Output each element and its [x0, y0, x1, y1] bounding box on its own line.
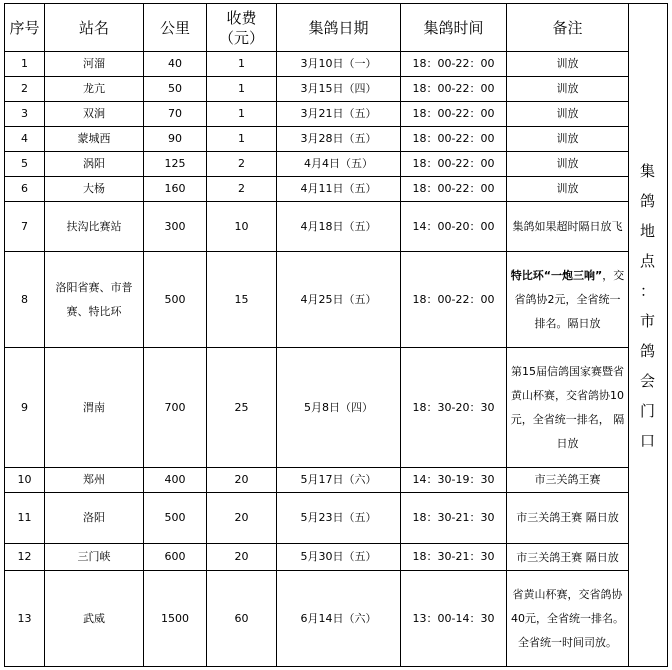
header-date: 集鸽日期: [277, 4, 401, 52]
cell-note: [507, 252, 629, 348]
cell-station: 大杨: [45, 177, 144, 202]
collection-location-cell: [628, 3, 668, 667]
cell-fee: 20: [207, 468, 277, 493]
cell-fee: 1: [207, 127, 277, 152]
cell-km: 90: [144, 127, 207, 152]
cell-time: 18：30-20：30: [401, 348, 507, 468]
cell-km: 125: [144, 152, 207, 177]
cell-fee: 25: [207, 348, 277, 468]
cell-station: 蒙城西: [45, 127, 144, 152]
cell-fee: 1: [207, 52, 277, 77]
cell-date: 3月21日（五）: [277, 102, 401, 127]
cell-fee: 1: [207, 102, 277, 127]
cell-station: 扶沟比赛站: [45, 202, 144, 252]
cell-time: 18：00-22：00: [401, 252, 507, 348]
table-row: [5, 544, 629, 571]
cell-note: 训放: [507, 77, 629, 102]
cell-no: 10: [5, 468, 45, 493]
cell-note: 市三关鸽王赛 隔日放: [507, 493, 629, 544]
cell-station: 洛阳省赛、市普赛、特比环: [45, 252, 144, 348]
cell-time: 18：30-21：30: [401, 493, 507, 544]
header-note: 备注: [507, 4, 629, 52]
cell-note: 市三关鸽王赛 隔日放: [507, 544, 629, 571]
cell-station: 武威: [45, 571, 144, 667]
cell-time: 18：00-22：00: [401, 152, 507, 177]
cell-no: 2: [5, 77, 45, 102]
cell-date: 5月17日（六）: [277, 468, 401, 493]
cell-fee: 10: [207, 202, 277, 252]
cell-no: 12: [5, 544, 45, 571]
location-char: 集: [639, 162, 655, 180]
cell-fee: 20: [207, 544, 277, 571]
cell-note: 训放: [507, 52, 629, 77]
cell-time: 13：00-14：30: [401, 571, 507, 667]
cell-fee: 15: [207, 252, 277, 348]
cell-no: 9: [5, 348, 45, 468]
table-row: [5, 102, 629, 127]
table-row: [5, 571, 629, 667]
cell-station: 洛阳: [45, 493, 144, 544]
cell-date: 4月25日（五）: [277, 252, 401, 348]
cell-note: 市三关鸽王赛: [507, 468, 629, 493]
cell-fee: 60: [207, 571, 277, 667]
cell-no: 5: [5, 152, 45, 177]
cell-date: 5月23日（五）: [277, 493, 401, 544]
cell-time: 18：00-22：00: [401, 77, 507, 102]
cell-station: 河溜: [45, 52, 144, 77]
cell-fee: 1: [207, 77, 277, 102]
note-text: ，交省鸽协2元，全省统一排名。隔日放: [514, 268, 625, 330]
header-fee: 收费（元）: [207, 4, 277, 52]
location-char: ：: [639, 282, 655, 300]
cell-km: 700: [144, 348, 207, 468]
location-char: 鸽: [639, 192, 655, 210]
location-char: 会: [639, 372, 655, 390]
table-row: [5, 152, 629, 177]
cell-note: 训放: [507, 102, 629, 127]
table-row: [5, 177, 629, 202]
cell-time: 18：00-22：00: [401, 177, 507, 202]
cell-note: 训放: [507, 127, 629, 152]
cell-no: 6: [5, 177, 45, 202]
cell-date: 4月18日（五）: [277, 202, 401, 252]
table-row: [5, 493, 629, 544]
cell-fee: 2: [207, 177, 277, 202]
cell-km: 500: [144, 493, 207, 544]
cell-note: 第15届信鸽国家赛暨省黄山杯赛，交省鸽协10元，全省统一排名， 隔日放: [507, 348, 629, 468]
location-char: 鸽: [639, 342, 655, 360]
cell-note: 省黄山杯赛，交省鸽协40元，全省统一排名。全省统一时间司放。: [507, 571, 629, 667]
cell-km: 400: [144, 468, 207, 493]
cell-date: 5月8日（四）: [277, 348, 401, 468]
cell-time: 18：00-22：00: [401, 127, 507, 152]
table-row: [5, 127, 629, 152]
cell-station: 涡阳: [45, 152, 144, 177]
cell-fee: 2: [207, 152, 277, 177]
cell-note: 训放: [507, 177, 629, 202]
cell-time: 14：00-20：00: [401, 202, 507, 252]
table-row: [5, 348, 629, 468]
cell-date: 3月10日（一）: [277, 52, 401, 77]
cell-time: 18：30-21：30: [401, 544, 507, 571]
cell-station: 双涧: [45, 102, 144, 127]
cell-no: 4: [5, 127, 45, 152]
location-char: 点: [639, 252, 655, 270]
cell-date: 3月28日（五）: [277, 127, 401, 152]
cell-date: 4月4日（五）: [277, 152, 401, 177]
cell-note: 训放: [507, 152, 629, 177]
cell-no: 1: [5, 52, 45, 77]
cell-no: 7: [5, 202, 45, 252]
cell-km: 40: [144, 52, 207, 77]
cell-note: 集鸽如果超时隔日放飞: [507, 202, 629, 252]
cell-km: 160: [144, 177, 207, 202]
cell-km: 70: [144, 102, 207, 127]
header-km: 公里: [144, 4, 207, 52]
table-row: [5, 468, 629, 493]
cell-station: 渭南: [45, 348, 144, 468]
cell-date: 6月14日（六）: [277, 571, 401, 667]
cell-date: 3月15日（四）: [277, 77, 401, 102]
collection-location-text: [628, 156, 667, 456]
table-row: [5, 252, 629, 348]
cell-km: 1500: [144, 571, 207, 667]
cell-km: 300: [144, 202, 207, 252]
location-char: 口: [639, 432, 655, 450]
cell-km: 500: [144, 252, 207, 348]
cell-station: 龙亢: [45, 77, 144, 102]
cell-no: 13: [5, 571, 45, 667]
cell-station: 三门峡: [45, 544, 144, 571]
cell-km: 50: [144, 77, 207, 102]
table-row: [5, 202, 629, 252]
cell-time: 14：30-19：30: [401, 468, 507, 493]
cell-no: 11: [5, 493, 45, 544]
cell-date: 5月30日（五）: [277, 544, 401, 571]
cell-time: 18：00-22：00: [401, 102, 507, 127]
location-char: 地: [639, 222, 655, 240]
location-char: 市: [639, 312, 655, 330]
schedule-table: [4, 3, 629, 667]
header-row: [5, 4, 629, 52]
cell-fee: 20: [207, 493, 277, 544]
header-no: 序号: [5, 4, 45, 52]
table-row: [5, 77, 629, 102]
cell-date: 4月11日（五）: [277, 177, 401, 202]
note-highlight: 特比环“一炮三响”: [510, 268, 603, 282]
header-time: 集鸽时间: [401, 4, 507, 52]
cell-km: 600: [144, 544, 207, 571]
location-char: 门: [639, 402, 655, 420]
cell-time: 18：00-22：00: [401, 52, 507, 77]
cell-no: 8: [5, 252, 45, 348]
table-row: [5, 52, 629, 77]
cell-station: 郑州: [45, 468, 144, 493]
cell-no: 3: [5, 102, 45, 127]
header-station: 站名: [45, 4, 144, 52]
